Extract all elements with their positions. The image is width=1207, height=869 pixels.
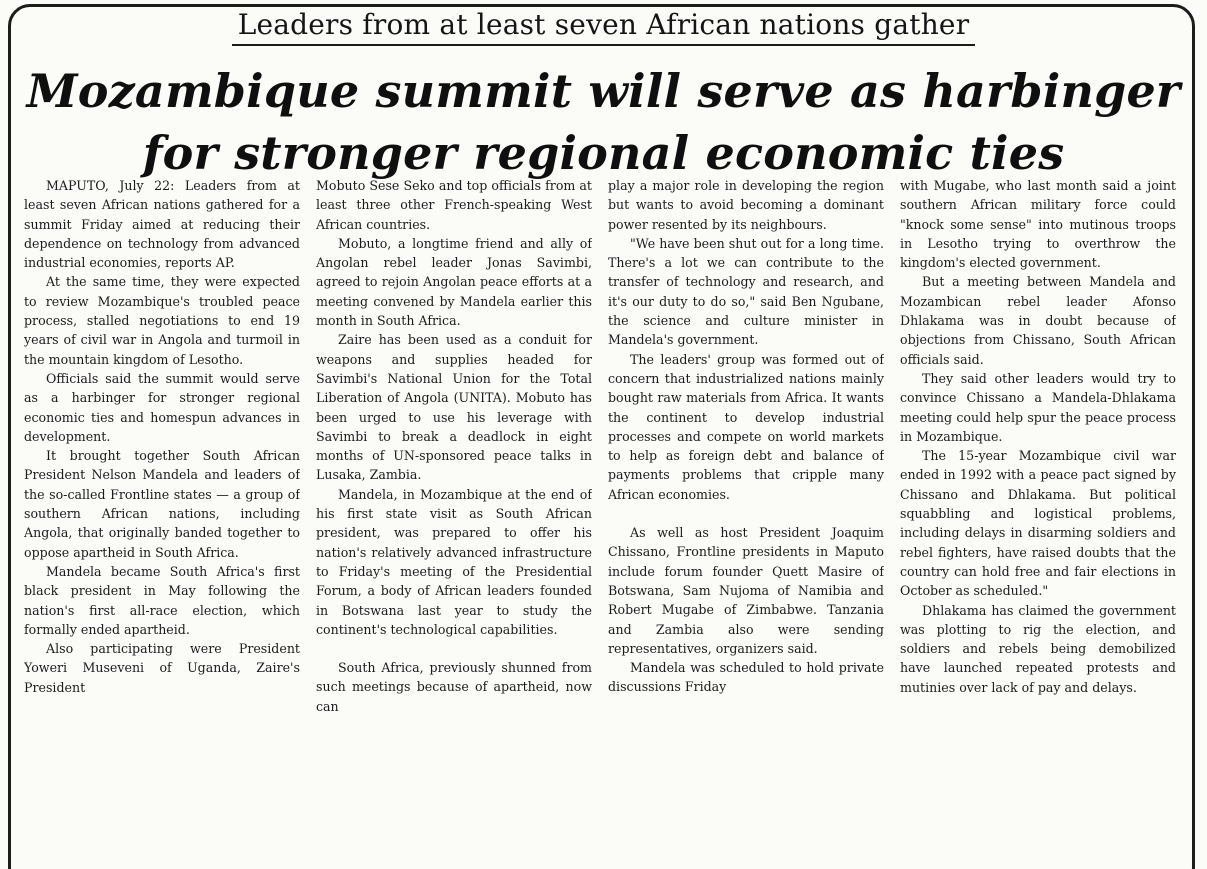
article-paragraph: At the same time, they were expected to review Mozambique's troubled peace process, stalled negotiations to end 19 years of civil war in Angola and turmoil in the mountain kingdom of Lesotho. [24,274,300,367]
article-paragraph: It brought together South African President Nelson Mandela and leaders of the so-called Frontline states — a group of southern African nations, including Angola, that originally banded together to oppose apartheid in South Africa. [24,448,300,560]
article-paragraph: MAPUTO, July 22: Leaders from at least seven African nations gathered for a summit Friday aimed at reducing their dependence on technology from advanced industrial economies, reports AP. [24,178,300,271]
article-column-1 [24,176,300,869]
article-paragraph: The leaders' group was formed out of concern that industrialized nations mainly bought raw materials from Africa. It wants the continent to develop industrial processes and compete on world markets to help as foreign debt and balance of payments problems that cripple many African economies. [608,351,884,502]
article-column-2 [316,176,592,869]
article-paragraph: South Africa, previously shunned from such meetings because of apartheid, now can [316,660,592,714]
headline-line-1: Mozambique summit will serve as harbinger [26,64,1181,118]
article-paragraph: Mandela became South Africa's first black president in May following the nation's first all-race election, which formally ended apartheid. [24,563,300,637]
article-column-4 [900,176,1176,869]
article-column-3 [608,176,884,869]
article-body [24,176,1195,869]
article-paragraph: Mandela was scheduled to hold private discussions Friday [608,660,884,695]
headline [20,60,1187,184]
article-paragraph: Mobuto, a longtime friend and ally of Angolan rebel leader Jonas Savimbi, agreed to rejoin Angolan peace efforts at a meeting convened by Mandela earlier this month in South Africa. [316,235,592,329]
article-paragraph: But a meeting between Mandela and Mozambican rebel leader Afonso Dhlakama was in doubt because of objections from Chissano, South African officials said. [900,274,1176,367]
article-paragraph: As well as host President Joaquim Chissano, Frontline presidents in Maputo include forum founder Quett Masire of Botswana, Sam Nujoma of Namibia and Robert Mugabe of Zimbabwe. Tanzania and Zambia also were sending representatives, organizers said. [608,525,884,656]
article-paragraph: The 15-year Mozambique civil war ended in 1992 with a peace pact signed by Chissano and Dhlakama. But political squabbling and logistical problems, including delays in disarming soldiers and rebel fighters, have raised doubts that the country can hold free and fair elections in October as scheduled." [900,448,1176,599]
kicker-line [0,8,1207,46]
article-paragraph: with Mugabe, who last month said a joint southern African military force could "knock some sense" into mutinous troops in Lesotho trying to overthrow the kingdom's elected government. [900,178,1176,271]
article-paragraph: Zaire has been used as a conduit for weapons and supplies headed for Savimbi's National Union for the Total Liberation of Angola (UNITA). Mobuto has been urged to use his leverage with Savimbi to break a deadlock in eight months of UN-sponsored peace talks in Lusaka, Zambia. [316,332,592,483]
article-paragraph: play a major role in developing the region but wants to avoid becoming a dominant power resented by its neighbours. [608,178,884,232]
article-paragraph: "We have been shut out for a long time. There's a lot we can contribute to the transfer of technology and research, and it's our duty to do so," said Ben Ngubane, the science and culture minister in Mandela's government. [608,235,884,348]
article-paragraph: Officials said the summit would serve as a harbinger for stronger regional economic ties and homespun advances in development. [24,370,300,444]
article-paragraph: Mobuto Sese Seko and top officials from at least three other French-speaking West African countries. [316,178,592,232]
article-paragraph: Mandela, in Mozambique at the end of his first state visit as South African president, was prepared to offer his nation's relatively advanced infrastructure to Friday's meeting of the Presidential Forum, a body of African leaders founded in Botswana last year to study the continent's technological capabilities. [316,486,592,637]
article-paragraph: Also participating were President Yoweri Museveni of Uganda, Zaire's President [24,641,300,695]
kicker-text: Leaders from at least seven African nations gather [232,8,976,46]
article-paragraph: Dhlakama has claimed the government was plotting to rig the election, and soldiers and rebels being demobilized have launched repeated protests and mutinies over lack of pay and delays. [900,602,1176,695]
headline-line-2: for stronger regional economic ties [142,126,1065,180]
article-paragraph: They said other leaders would try to convince Chissano a Mandela-Dhlakama meeting could help spur the peace process in Mozambique. [900,370,1176,444]
